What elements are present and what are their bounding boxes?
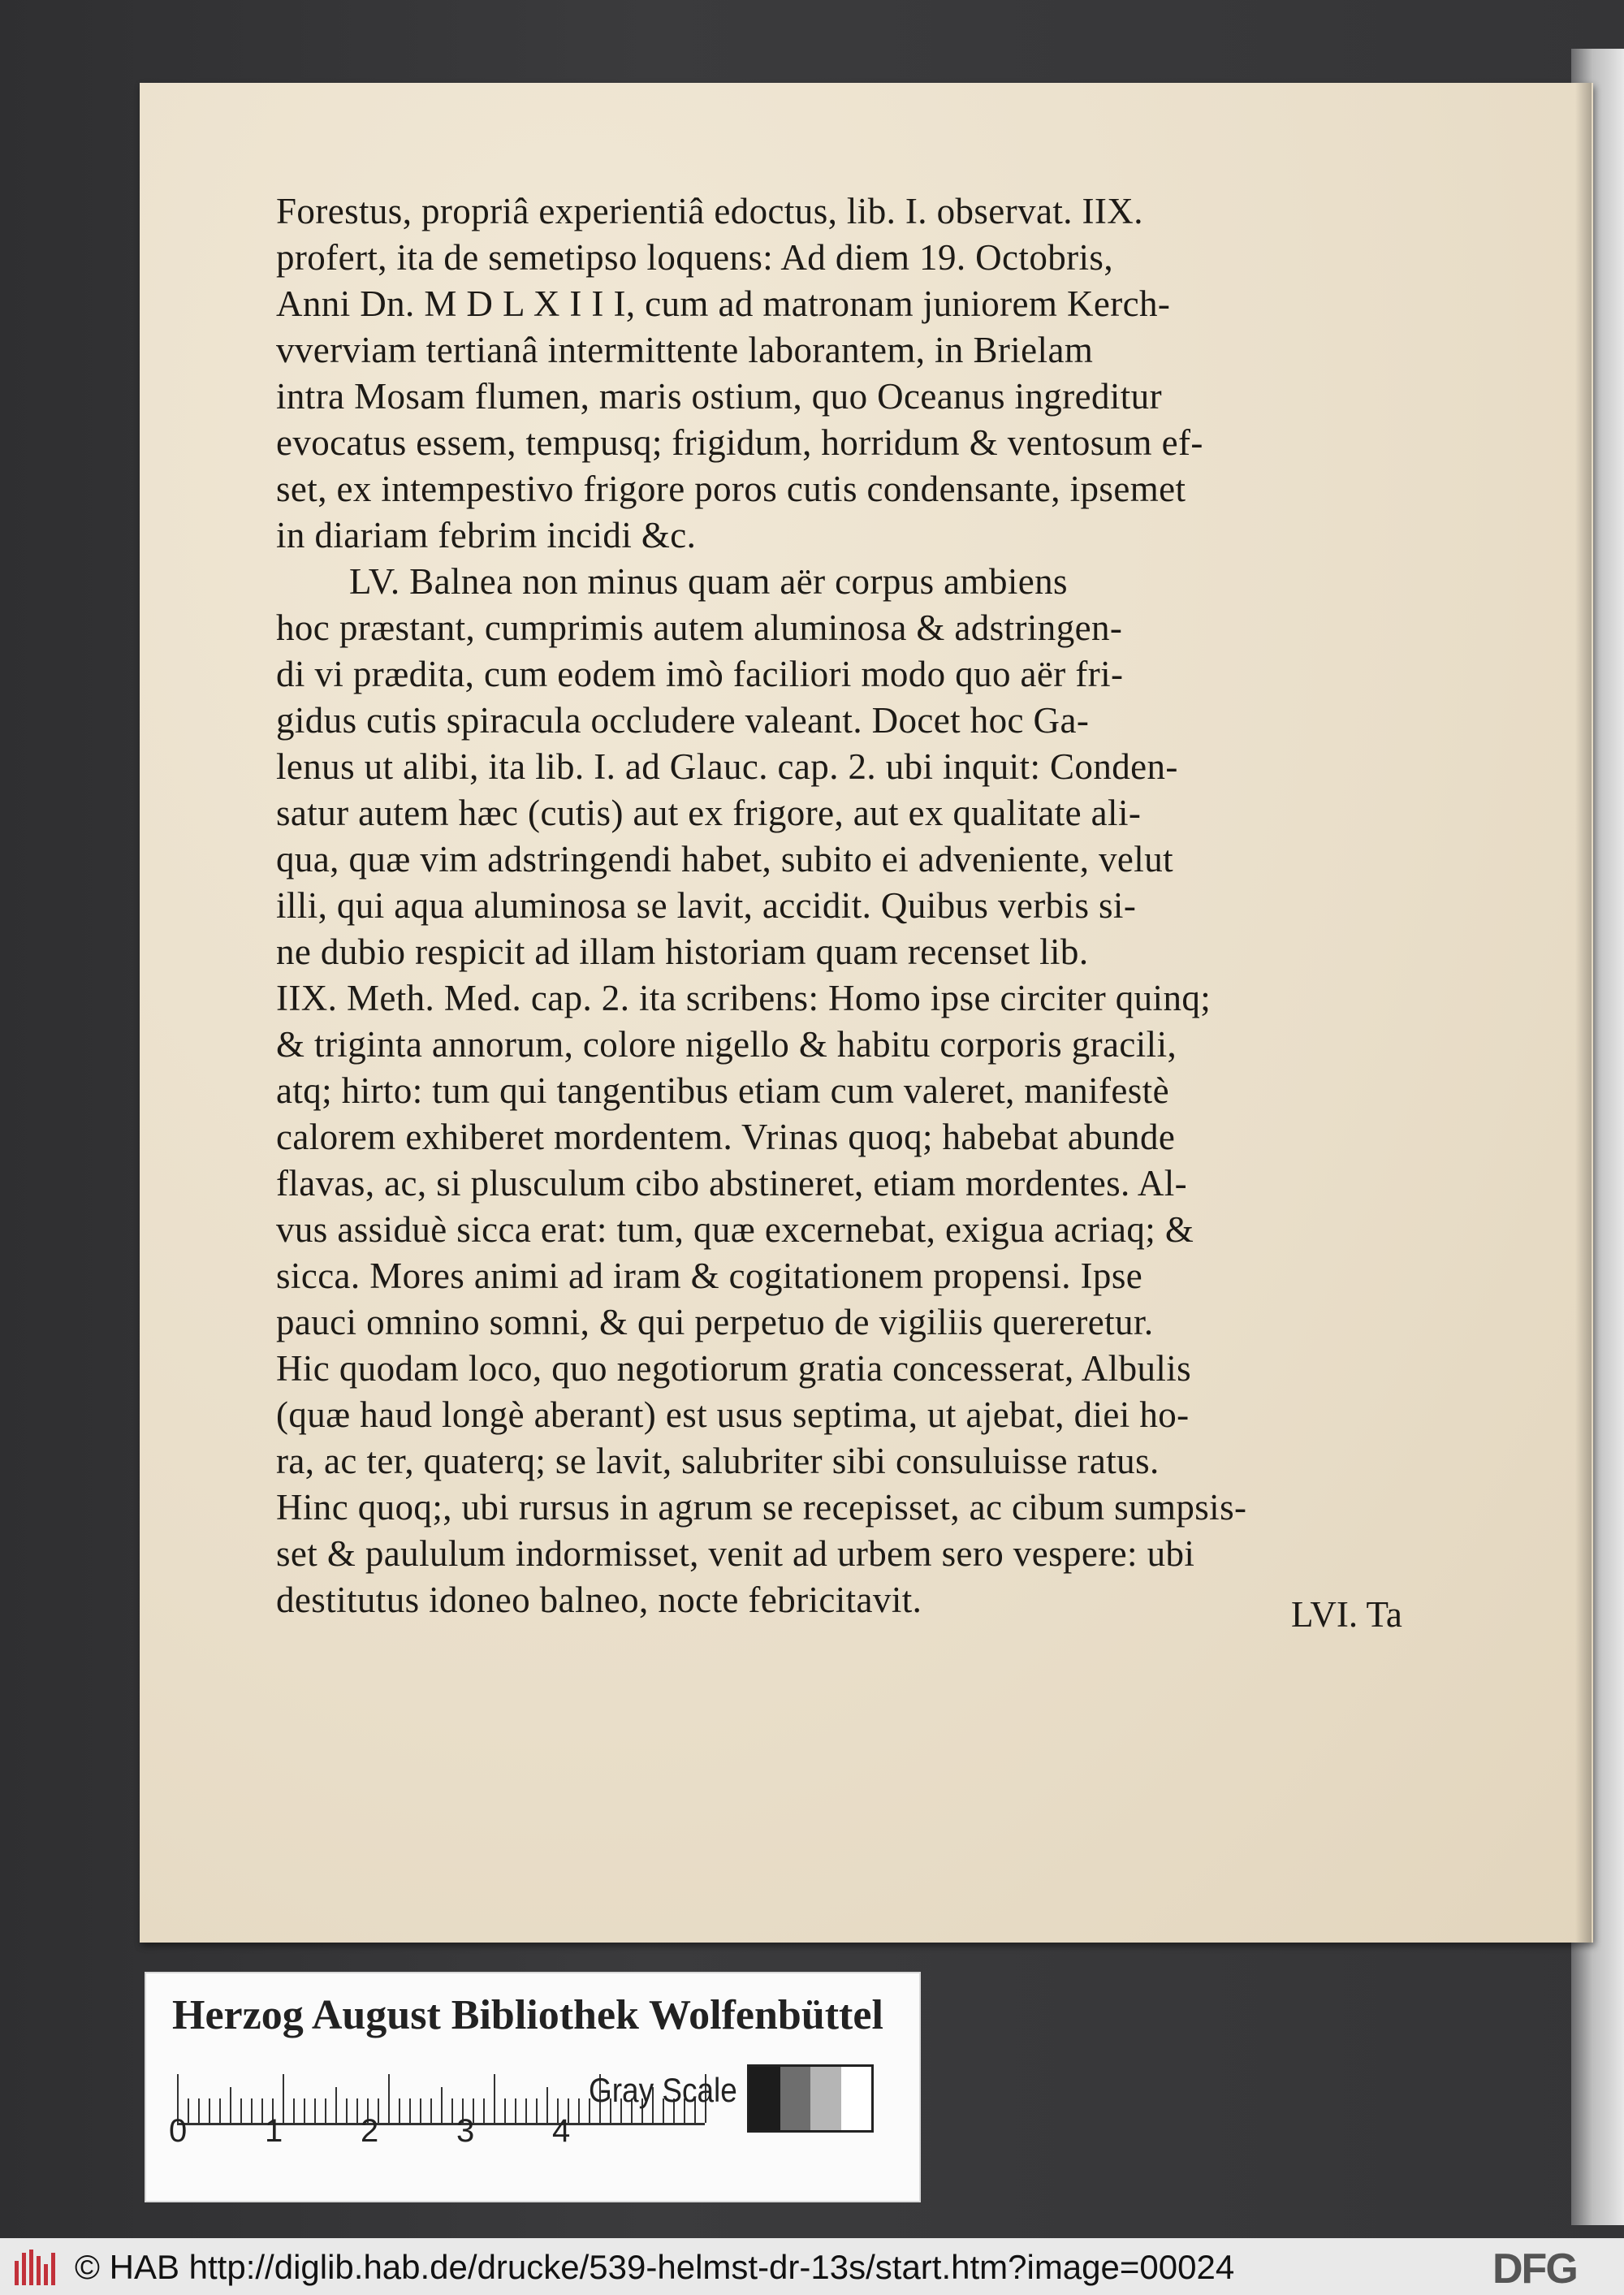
gray-swatch [780, 2067, 811, 2130]
text-line: vverviam tertianâ intermittente laborantem, in Brielam [276, 330, 1094, 370]
ruler-tick [515, 2098, 516, 2123]
ruler-tick [578, 2098, 580, 2123]
copyright-url: © HAB http://diglib.hab.de/drucke/539-helmst-dr-13s/start.htm?image=00024 [75, 2248, 1235, 2286]
ruler-tick [409, 2098, 411, 2123]
ruler-tick [209, 2098, 210, 2123]
footer-bar [0, 2238, 1624, 2295]
color-calibration-card [145, 1972, 921, 2202]
ruler-tick [230, 2087, 231, 2123]
gray-scale-label: Gray Scale [589, 2071, 737, 2109]
text-line: Hinc quoq;, ubi rursus in agrum se recepisset, ac cibum sumpsis- [276, 1487, 1247, 1528]
catchword: LVI. Ta [1291, 1594, 1402, 1635]
ruler-tick [430, 2098, 432, 2123]
text-line: gidus cutis spiracula occludere valeant. Docet hoc Ga- [276, 700, 1090, 741]
ruler-tick [494, 2074, 495, 2123]
ruler-tick [504, 2098, 506, 2123]
text-line: evocatus essem, tempusq; frigidum, horridum & ventosum ef- [276, 422, 1203, 463]
text-line: set & paululum indormisset, venit ad urbem sero vespere: ubi [276, 1533, 1195, 1574]
text-line: pauci omnino somni, & qui perpetuo de vigiliis quereretur. [276, 1302, 1154, 1342]
ruler-tick [399, 2098, 400, 2123]
text-line: hoc præstant, cumprimis autem aluminosa & adstringen- [276, 607, 1123, 648]
ruler-tick [451, 2098, 453, 2123]
ruler-tick [546, 2087, 548, 2123]
text-line: profert, ita de semetipso loquens: Ad diem 19. Octobris, [276, 237, 1113, 278]
page-text [276, 188, 1437, 1623]
gray-swatch [841, 2067, 872, 2130]
ruler-number: 0 [169, 2113, 188, 2149]
ruler-number: 1 [265, 2113, 283, 2149]
ruler-tick [219, 2098, 221, 2123]
text-line: LV. Balnea non minus quam aër corpus ambiens [349, 561, 1068, 602]
text-line: illi, qui aqua aluminosa se lavit, accidit. Quibus verbis si- [276, 885, 1137, 926]
text-line: di vi prædita, cum eodem imò faciliori modo quo aër fri- [276, 654, 1124, 694]
ruler-tick [251, 2098, 253, 2123]
ruler-tick [356, 2098, 358, 2123]
text-line: IIX. Meth. Med. cap. 2. ita scribens: Homo ipse circiter quinq; [276, 978, 1212, 1018]
text-line: in diariam febrim incidi &c. [276, 515, 697, 555]
gray-swatch [810, 2067, 841, 2130]
text-line: satur autem hæc (cutis) aut ex frigore, aut ex qualitate ali- [276, 793, 1142, 833]
dfg-logo: DFG [1492, 2245, 1577, 2293]
text-line: atq; hirto: tum qui tangentibus etiam cum valeret, manifestè [276, 1070, 1169, 1111]
ruler-tick [441, 2087, 443, 2123]
text-line: sicca. Mores animi ad iram & cogitationem propensi. Ipse [276, 1256, 1143, 1296]
ruler-number: 3 [456, 2113, 475, 2149]
library-name: Herzog August Bibliothek Wolfenbüttel [172, 1992, 883, 2038]
text-line: Anni Dn. M D L X I I I, cum ad matronam juniorem Kerch- [276, 283, 1171, 324]
ruler-tick [388, 2074, 390, 2123]
text-line: set, ex intempestivo frigore poros cutis condensante, ipsemet [276, 469, 1186, 509]
text-line: calorem exhiberet mordentem. Vrinas quoq; habebat abunde [276, 1117, 1176, 1157]
text-line: ra, ac ter, quaterq; se lavit, salubriter sibi consuluisse ratus. [276, 1441, 1160, 1481]
ruler-tick [536, 2098, 538, 2123]
ruler-tick [293, 2098, 295, 2123]
hab-logo-icon [15, 2250, 62, 2285]
page-shadow [1575, 83, 1592, 1943]
ruler-tick [325, 2098, 326, 2123]
gray-scale-swatches [747, 2064, 874, 2133]
ruler-tick [346, 2098, 348, 2123]
text-line: destitutus idoneo balneo, nocte febricitavit. [276, 1580, 922, 1620]
ruler-number: 2 [361, 2113, 379, 2149]
ruler-tick [198, 2098, 200, 2123]
text-line: lenus ut alibi, ita lib. I. ad Glauc. cap. 2. ubi inquit: Conden- [276, 746, 1178, 787]
ruler-tick [283, 2074, 284, 2123]
ruler-tick [304, 2098, 305, 2123]
ruler-tick [483, 2098, 485, 2123]
text-line: Forestus, propriâ experientiâ edoctus, lib. I. observat. IIX. [276, 191, 1143, 231]
ruler-tick [335, 2087, 337, 2123]
text-line: flavas, ac, si plusculum cibo abstineret, etiam mordentes. Al- [276, 1163, 1188, 1204]
text-line: vus assiduè sicca erat: tum, quæ excernebat, exigua acriaq; & [276, 1209, 1194, 1250]
ruler-tick [188, 2098, 189, 2123]
ruler-tick [525, 2098, 527, 2123]
text-line: (quæ haud longè aberant) est usus septima, ut ajebat, diei ho- [276, 1394, 1190, 1435]
ruler-baseline [177, 2123, 705, 2125]
ruler-tick [314, 2098, 316, 2123]
text-line: & triginta annorum, colore nigello & habitu corporis gracili, [276, 1024, 1177, 1065]
text-line: Hic quodam loco, quo negotiorum gratia concesserat, Albulis [276, 1348, 1192, 1389]
text-line: intra Mosam flumen, maris ostium, quo Oceanus ingreditur [276, 376, 1162, 417]
ruler-number: 4 [552, 2113, 571, 2149]
gray-swatch [749, 2067, 780, 2130]
text-line: ne dubio respicit ad illam historiam quam recenset lib. [276, 931, 1089, 972]
ruler-tick [261, 2098, 263, 2123]
text-line: qua, quæ vim adstringendi habet, subito ei adveniente, velut [276, 839, 1174, 880]
ruler-tick [240, 2098, 242, 2123]
ruler-tick [420, 2098, 421, 2123]
